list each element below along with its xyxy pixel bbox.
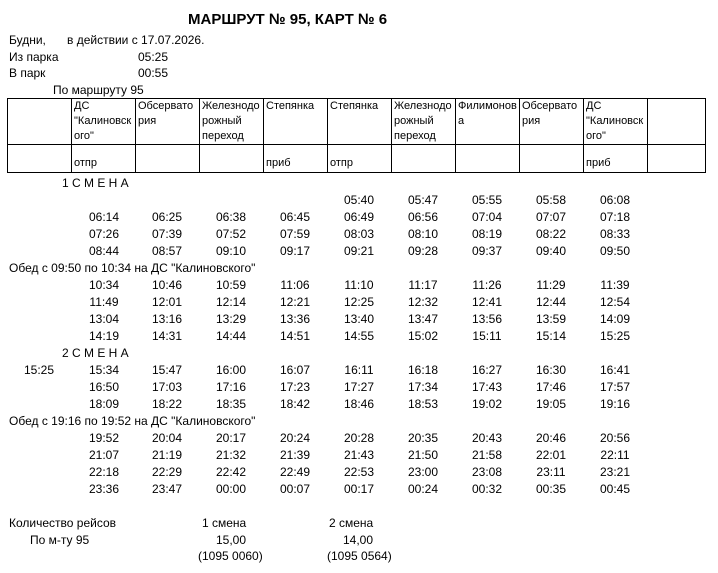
stop-name-cell: Степянка <box>264 99 328 145</box>
summary-shift1-code: (1095 0060) <box>198 549 263 563</box>
time-cell: 23:36 <box>88 482 120 496</box>
time-cell: 14:19 <box>88 329 120 343</box>
time-cell: 22:18 <box>88 465 120 479</box>
time-cell: 07:52 <box>215 227 247 241</box>
stop-tag-cell: отпр <box>72 145 136 173</box>
time-cell: 20:24 <box>279 431 311 445</box>
time-cell: 10:46 <box>151 278 183 292</box>
time-cell: 07:07 <box>535 210 567 224</box>
time-cell: 11:26 <box>472 278 502 292</box>
time-cell: 18:46 <box>343 397 375 411</box>
time-cell: 21:43 <box>343 448 375 462</box>
time-cell: 19:02 <box>471 397 503 411</box>
time-cell: 21:19 <box>151 448 183 462</box>
time-cell: 20:56 <box>599 431 631 445</box>
stop-tag-cell: отпр <box>328 145 392 173</box>
effective-date: в действии с 17.07.2026. <box>67 33 205 47</box>
time-cell: 19:52 <box>88 431 120 445</box>
time-cell: 16:50 <box>88 380 120 394</box>
time-cell: 11:10 <box>344 278 374 292</box>
time-cell: 09:10 <box>215 244 247 258</box>
summary-shift1-count: 15,00 <box>216 533 247 547</box>
time-cell: 13:04 <box>88 312 120 326</box>
time-cell: 06:08 <box>599 193 631 207</box>
stop-tag-cell <box>392 145 456 173</box>
time-cell: 13:36 <box>279 312 311 326</box>
time-cell: 23:21 <box>599 465 631 479</box>
summary-label: Количество рейсов <box>9 516 117 530</box>
from-park-time: 05:25 <box>138 50 169 64</box>
time-cell: 15:02 <box>407 329 439 343</box>
time-cell: 16:07 <box>279 363 311 377</box>
time-cell: 19:16 <box>599 397 631 411</box>
stop-tag-cell <box>136 145 200 173</box>
time-cell: 00:32 <box>471 482 503 496</box>
summary-row-label: По м-ту 95 <box>30 533 90 547</box>
time-cell: 00:07 <box>279 482 311 496</box>
stop-tag-cell <box>200 145 264 173</box>
time-cell: 09:37 <box>471 244 503 258</box>
time-cell: 21:58 <box>471 448 503 462</box>
time-cell: 06:25 <box>151 210 183 224</box>
time-cell: 06:14 <box>88 210 120 224</box>
time-cell: 08:10 <box>407 227 439 241</box>
time-cell: 08:19 <box>471 227 503 241</box>
time-cell: 23:08 <box>471 465 503 479</box>
time-cell: 22:11 <box>600 448 630 462</box>
time-cell: 14:51 <box>279 329 311 343</box>
lunch-break: Обед с 09:50 по 10:34 на ДС "Калиновского" <box>9 261 256 275</box>
time-cell: 20:35 <box>407 431 439 445</box>
time-cell: 23:00 <box>407 465 439 479</box>
stops-header-table <box>7 98 706 173</box>
time-cell: 15:14 <box>535 329 567 343</box>
time-cell: 20:04 <box>151 431 183 445</box>
time-cell: 14:55 <box>343 329 375 343</box>
time-cell: 16:00 <box>215 363 247 377</box>
time-cell: 22:42 <box>215 465 247 479</box>
stop-name-cell: Степянка <box>328 99 392 145</box>
time-cell: 00:00 <box>215 482 247 496</box>
time-cell: 00:35 <box>535 482 567 496</box>
to-park-time: 00:55 <box>138 66 169 80</box>
time-cell: 11:39 <box>600 278 630 292</box>
time-cell: 15:34 <box>88 363 120 377</box>
summary-shift1-label: 1 смена <box>202 516 247 530</box>
time-cell: 21:39 <box>279 448 311 462</box>
stop-tag-cell <box>520 145 584 173</box>
time-cell: 06:38 <box>215 210 247 224</box>
stop-names-row <box>8 99 706 145</box>
stop-name-cell: ДС "Калиновск ого" <box>72 99 136 145</box>
time-cell: 18:09 <box>88 397 120 411</box>
shift-label: 2 С М Е Н А <box>62 346 129 360</box>
time-cell: 11:17 <box>408 278 438 292</box>
stop-name-cell: Железнодо рожный переход <box>392 99 456 145</box>
from-park-label: Из парка <box>9 50 59 64</box>
time-cell: 17:16 <box>215 380 247 394</box>
time-cell: 15:47 <box>151 363 183 377</box>
time-cell: 12:32 <box>407 295 439 309</box>
stop-name-cell: Обсервато рия <box>520 99 584 145</box>
time-cell: 20:43 <box>471 431 503 445</box>
time-cell: 23:47 <box>151 482 183 496</box>
time-cell: 09:21 <box>343 244 375 258</box>
to-park-label: В парк <box>9 66 46 80</box>
time-cell: 09:28 <box>407 244 439 258</box>
time-cell: 06:49 <box>343 210 375 224</box>
time-cell: 13:59 <box>535 312 567 326</box>
stop-tags-row <box>8 145 706 173</box>
time-cell: 05:58 <box>535 193 567 207</box>
time-cell: 12:54 <box>599 295 631 309</box>
time-cell: 00:45 <box>599 482 631 496</box>
time-cell: 11:49 <box>89 295 119 309</box>
time-cell: 07:04 <box>471 210 503 224</box>
time-cell: 21:07 <box>88 448 120 462</box>
time-cell: 12:01 <box>151 295 183 309</box>
time-cell: 09:17 <box>279 244 311 258</box>
time-cell: 21:50 <box>407 448 439 462</box>
page-title: МАРШРУТ № 95, КАРТ № 6 <box>188 11 388 28</box>
time-cell: 16:11 <box>344 363 374 377</box>
summary-shift2-label: 2 смена <box>329 516 374 530</box>
time-cell: 06:45 <box>279 210 311 224</box>
time-cell: 20:46 <box>535 431 567 445</box>
time-cell: 18:42 <box>279 397 311 411</box>
time-cell: 22:49 <box>279 465 311 479</box>
time-cell: 14:44 <box>215 329 247 343</box>
time-cell: 12:25 <box>343 295 375 309</box>
time-cell: 08:03 <box>343 227 375 241</box>
time-cell: 17:23 <box>279 380 311 394</box>
time-cell: 14:31 <box>151 329 183 343</box>
stop-tag-cell <box>456 145 520 173</box>
time-cell: 22:29 <box>151 465 183 479</box>
time-cell: 16:18 <box>407 363 439 377</box>
stop-name-cell <box>648 99 706 145</box>
time-cell: 08:57 <box>151 244 183 258</box>
time-cell: 13:40 <box>343 312 375 326</box>
time-cell: 08:44 <box>88 244 120 258</box>
time-cell: 14:09 <box>599 312 631 326</box>
time-cell: 15:11 <box>472 329 502 343</box>
time-cell: 12:44 <box>535 295 567 309</box>
time-cell: 10:59 <box>215 278 247 292</box>
lunch-break: Обед с 19:16 по 19:52 на ДС "Калиновского" <box>9 414 256 428</box>
stop-name-cell: Обсервато рия <box>136 99 200 145</box>
time-cell: 17:27 <box>343 380 375 394</box>
time-cell: 13:56 <box>471 312 503 326</box>
stop-name-cell <box>8 99 72 145</box>
time-cell: 22:53 <box>343 465 375 479</box>
stop-tag-cell <box>8 145 72 173</box>
time-cell: 12:21 <box>279 295 311 309</box>
route-label: По маршруту 95 <box>53 83 144 97</box>
time-cell: 06:56 <box>407 210 439 224</box>
time-cell: 05:55 <box>471 193 503 207</box>
time-cell: 16:41 <box>599 363 631 377</box>
time-cell: 16:30 <box>535 363 567 377</box>
time-cell: 20:28 <box>343 431 375 445</box>
time-cell: 05:47 <box>407 193 439 207</box>
time-cell: 13:47 <box>407 312 439 326</box>
time-cell: 09:40 <box>535 244 567 258</box>
time-cell: 20:17 <box>215 431 247 445</box>
time-cell: 23:11 <box>536 465 566 479</box>
day-type: Будни, <box>9 33 46 47</box>
time-cell: 11:29 <box>536 278 566 292</box>
time-cell: 18:22 <box>151 397 183 411</box>
time-cell: 08:33 <box>599 227 631 241</box>
stop-tag-cell: приб <box>584 145 648 173</box>
time-cell: 09:50 <box>599 244 631 258</box>
time-cell: 19:05 <box>535 397 567 411</box>
stop-name-cell: Железнодо рожный переход <box>200 99 264 145</box>
time-cell: 05:40 <box>343 193 375 207</box>
stop-tag-cell: приб <box>264 145 328 173</box>
time-cell: 08:22 <box>535 227 567 241</box>
time-cell: 16:27 <box>471 363 503 377</box>
time-cell: 07:18 <box>599 210 631 224</box>
time-cell: 13:29 <box>215 312 247 326</box>
time-cell: 17:43 <box>471 380 503 394</box>
time-cell: 17:46 <box>535 380 567 394</box>
stop-name-cell: ДС "Калиновск ого" <box>584 99 648 145</box>
time-cell: 00:24 <box>407 482 439 496</box>
stop-tag-cell <box>648 145 706 173</box>
time-cell: 00:17 <box>343 482 375 496</box>
time-cell: 21:32 <box>215 448 247 462</box>
time-cell: 07:59 <box>279 227 311 241</box>
time-cell: 17:34 <box>407 380 439 394</box>
summary-shift2-code: (1095 0564) <box>327 549 392 563</box>
time-cell: 17:57 <box>599 380 631 394</box>
summary-shift2-count: 14,00 <box>343 533 374 547</box>
time-cell: 07:39 <box>151 227 183 241</box>
time-cell: 18:53 <box>407 397 439 411</box>
shift-label: 1 С М Е Н А <box>62 176 129 190</box>
time-cell: 13:16 <box>151 312 183 326</box>
time-cell: 12:41 <box>471 295 503 309</box>
time-cell: 18:35 <box>215 397 247 411</box>
time-cell: 12:14 <box>215 295 247 309</box>
shift-start-time: 15:25 <box>24 363 55 377</box>
time-cell: 10:34 <box>88 278 120 292</box>
stop-name-cell: Филимонов а <box>456 99 520 145</box>
time-cell: 22:01 <box>535 448 567 462</box>
time-cell: 17:03 <box>151 380 183 394</box>
time-cell: 07:26 <box>88 227 120 241</box>
time-cell: 11:06 <box>280 278 310 292</box>
time-cell: 15:25 <box>599 329 631 343</box>
